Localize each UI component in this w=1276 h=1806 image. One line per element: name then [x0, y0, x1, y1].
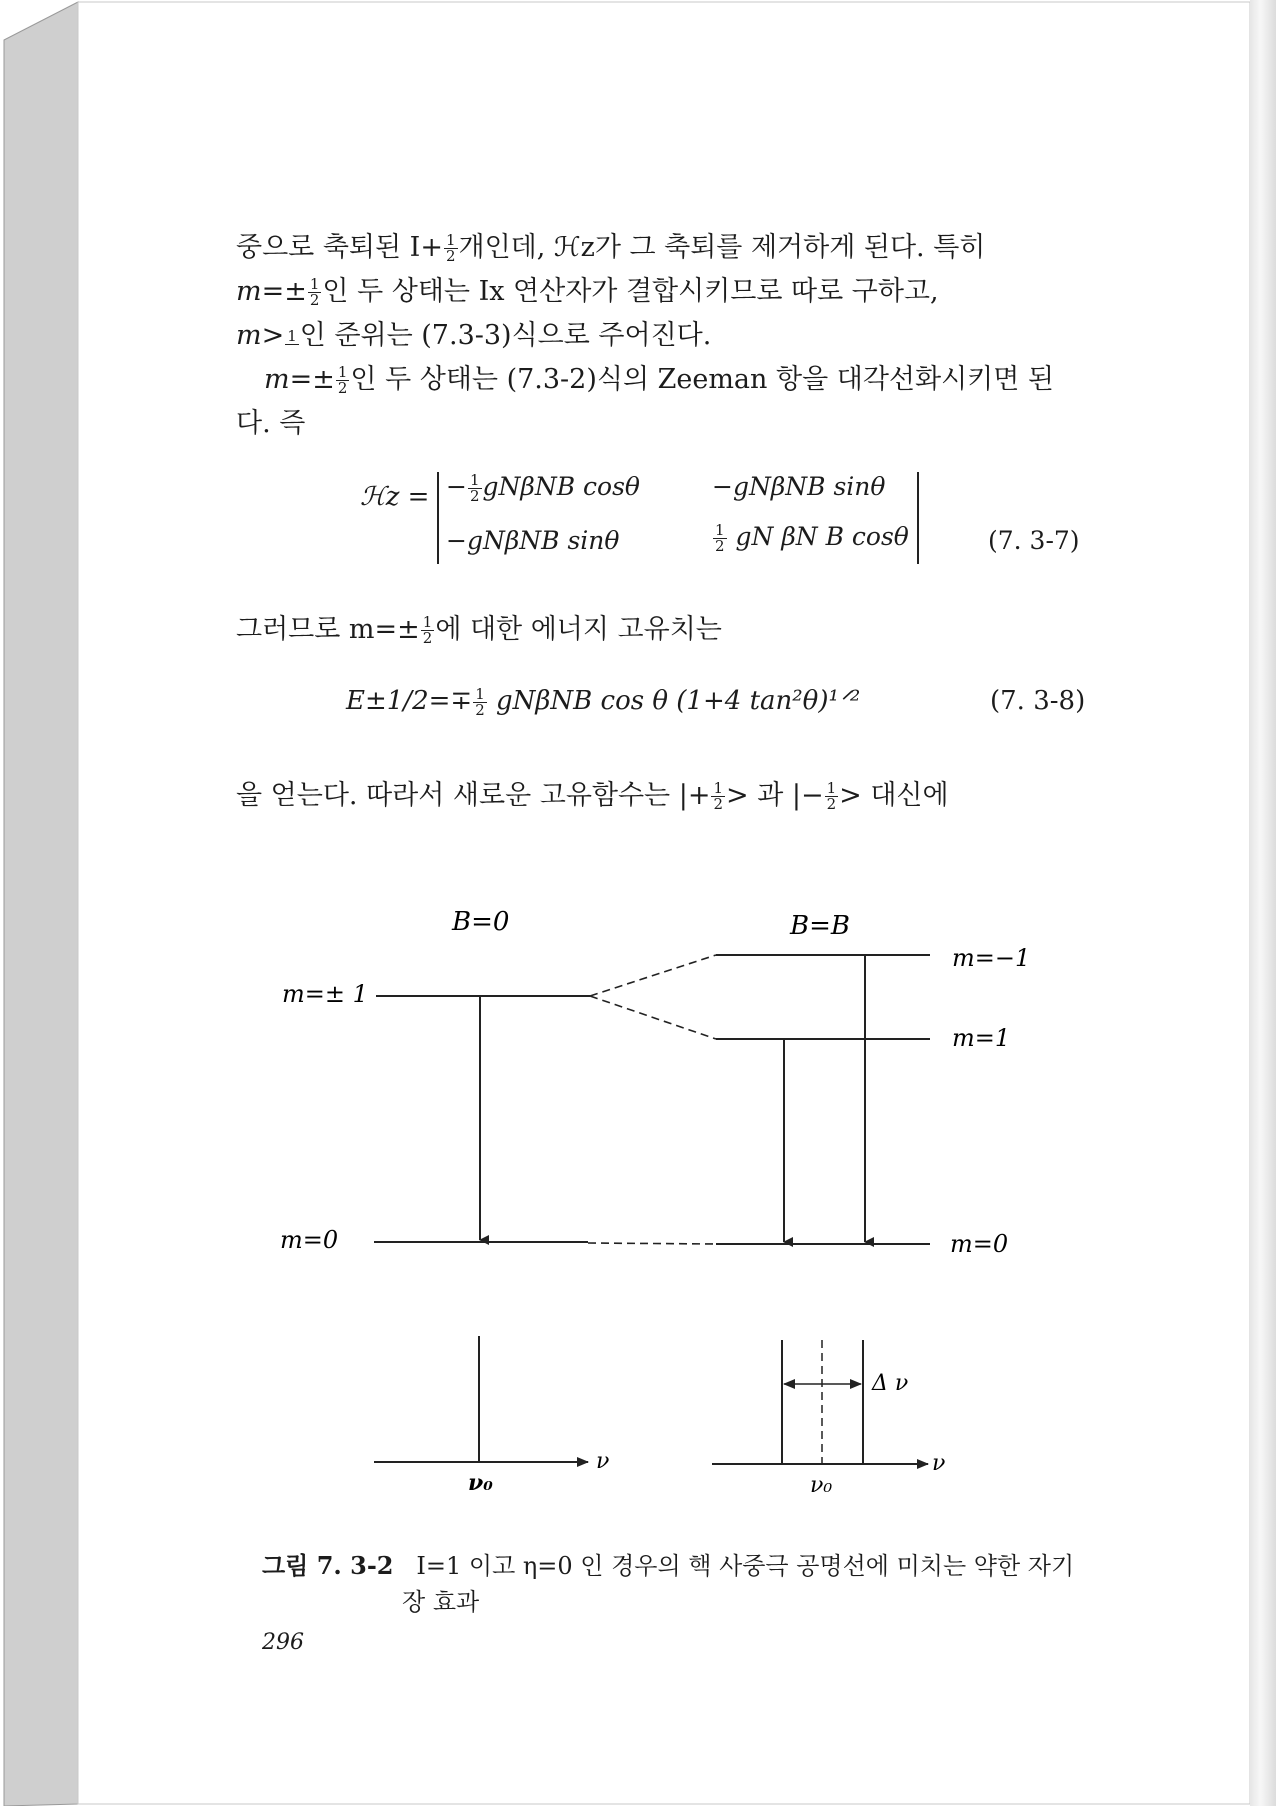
label-nu-right: ν [932, 1451, 946, 1476]
label-b-zero: B=0 [452, 907, 510, 937]
fraction: $\frac{1}{2}$ [445, 231, 456, 265]
fraction: 1 [287, 326, 297, 345]
paragraph-line-5: 다. 즉 [236, 408, 306, 439]
label-m-0-right: m=0 [950, 1230, 1009, 1258]
label-nu0-left: ν₀ [468, 1470, 493, 1496]
sentence-eigenvalues: 그러므로 m=± $\frac{1}{2}$ 에 대한 에너지 고유치는 [236, 613, 722, 647]
caption-text: I=1 이고 η=0 인 경우의 핵 사중극 공명선에 미치는 약한 자기 [416, 1552, 1075, 1580]
label-nu-left: ν [596, 1449, 610, 1474]
paragraph-line-1: 중으로 축퇴된 I+ $\frac{1}{2}$ 개인데, ℋz가 그 축퇴를 제거하게 된다. 특히 [236, 231, 986, 265]
label-m-1: m=1 [952, 1024, 1011, 1052]
fraction: $\frac{1}{2}$ [337, 363, 348, 397]
split-line-upper [590, 955, 716, 996]
fraction: $\frac{1}{2}$ [309, 275, 320, 309]
matrix-r2c2: $\frac{1}{2}$ gN βN B cosθ [715, 521, 909, 555]
caption-label: 그림 7. 3-2 [262, 1551, 394, 1580]
sentence-eigenfunctions: 을 얻는다. 따라서 새로운 고유함수는 |+ $\frac{1}{2}$ > 과 |− $\frac{1}{2}$ > 대신에 [236, 779, 949, 813]
paragraph-line-4: m=± $\frac{1}{2}$ 인 두 상태는 (7.3-2)식의 Zeeman 항을 대각선화시키면 된 [264, 363, 1054, 397]
matrix-r2c1: −gNβNB sinθ [446, 526, 620, 555]
page-number: 296 [262, 1630, 304, 1655]
paragraph-line-2: m=± $\frac{1}{2}$ 인 두 상태는 Ix 연산자가 결합시키므로 따로 구하고, [236, 275, 939, 309]
equation-label: (7. 3-7) [988, 526, 1080, 555]
label-b-field: B=B [790, 911, 850, 941]
hamiltonian-lhs: ℋz = [360, 482, 430, 512]
figure-caption [262, 1548, 1122, 1620]
label-m-pm1: m=± 1 [282, 980, 368, 1008]
caption-text-2: 장 효과 [402, 1588, 480, 1616]
split-line-lower [590, 996, 716, 1039]
label-nu0-right: ν₀ [810, 1473, 833, 1498]
paragraph-line-3: m> 1 인 준위는 (7.3-3)식으로 주어진다. [236, 320, 712, 351]
label-m-0-left: m=0 [280, 1226, 339, 1254]
level-m-0-dashed [588, 1243, 716, 1244]
label-m-neg1: m=−1 [952, 944, 1031, 972]
equation-7-3-8: E±1/2=∓ $\frac{1}{2}$ gNβNB cos θ (1+4 tan²θ)¹ᐟ² (7. 3-8) [346, 684, 1086, 719]
matrix-r1c2: −gNβNB sinθ [712, 472, 886, 501]
label-delta-nu: Δ ν [872, 1371, 909, 1396]
equation-label: (7. 3-8) [990, 686, 1086, 716]
matrix-r1c1: − $\frac{1}{2}$ gNβNB cosθ [446, 471, 640, 505]
